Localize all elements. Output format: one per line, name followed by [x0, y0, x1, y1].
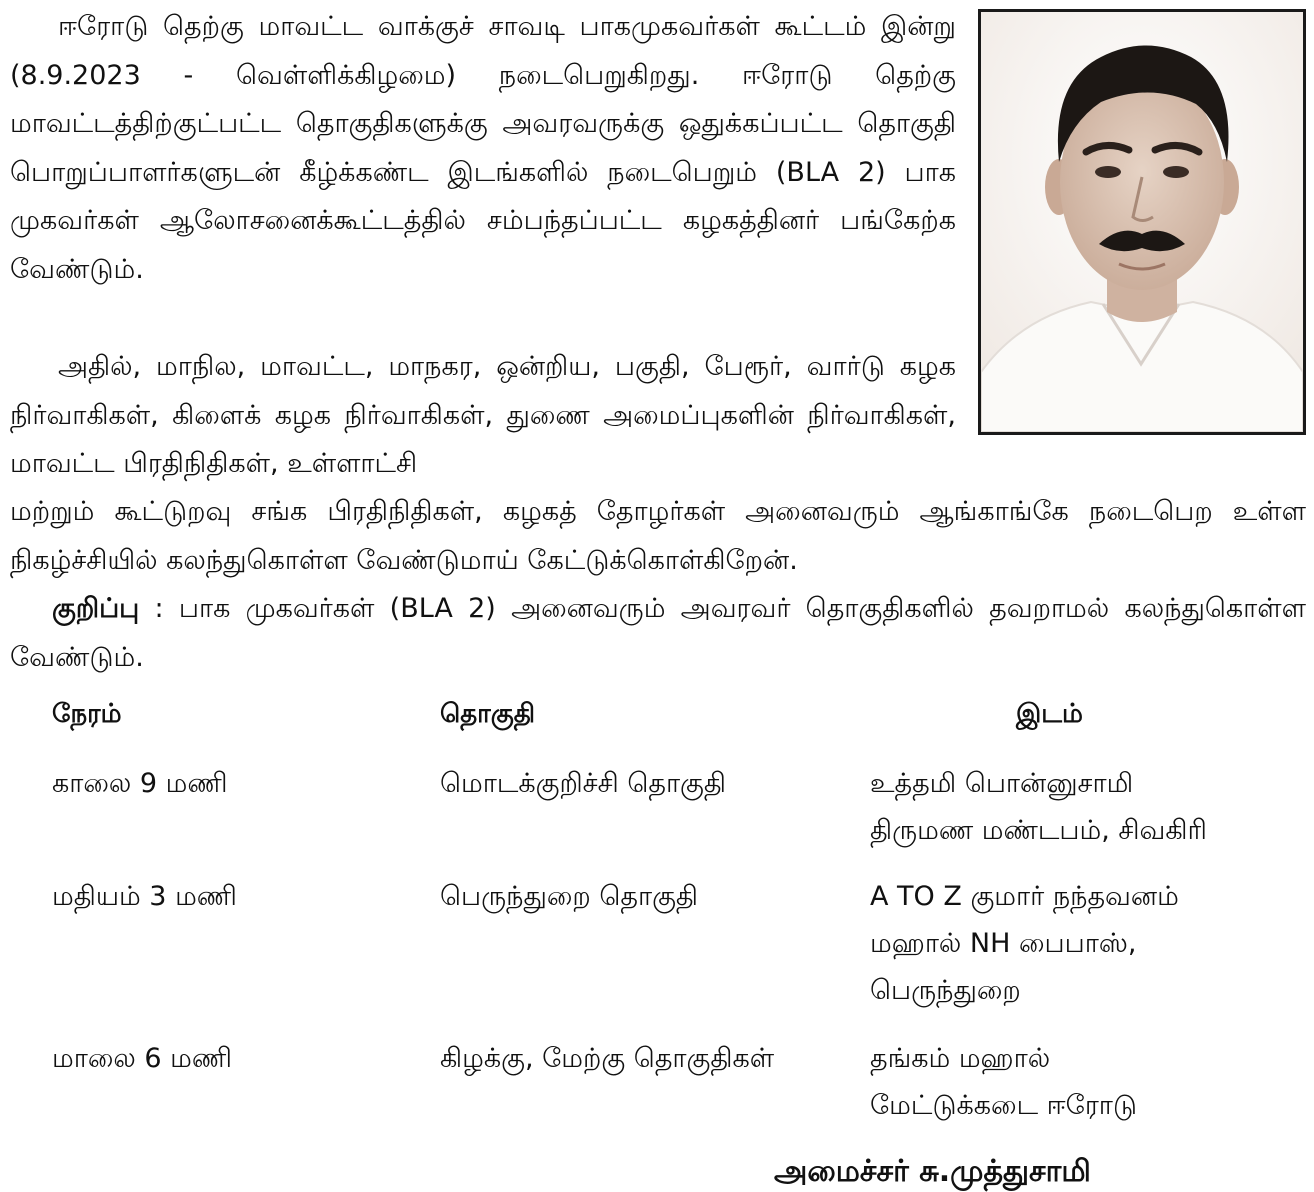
schedule-row-2-venue-line-3: பெருந்துறை	[870, 975, 1021, 1006]
schedule-row-2-venue-line-2: மஹால் NH பைபாஸ்,	[870, 928, 1137, 959]
schedule-header-venue: இடம்	[1016, 699, 1083, 729]
notice-paragraph-intro: ஈரோடு தெற்கு மாவட்ட வாக்குச் சாவடி பாகமுகவர்கள் கூட்டம் இன்று (8.9.2023 - வெள்ளிக்கிழமை) நடைபெறுகிறது. ஈரோடு தெற்கு மாவட்டத்திற்குட்பட்ட தொகுதிகளுக்கு அவரவருக்கு ஒதுக்கப்பட்ட தொகுதி பொறுப்பாளர்களுடன் கீழ்க்கண்ட இடங்களில் நடைபெறும் (BLA 2) பாக முகவர்கள் ஆலோசனைக்கூட்டத்தில் சம்பந்தப்பட்ட கழகத்தினர் பங்கேற்க வேண்டும்.	[10, 11, 956, 285]
schedule-row-1-time: காலை 9 மணி	[52, 768, 228, 799]
schedule-row-1-venue-line-2: திருமண மண்டபம், சிவகிரி	[870, 815, 1207, 846]
signature-name: அமைச்சர் சு.முத்துசாமி	[774, 1154, 1091, 1189]
schedule-row-3-venue-line-2: மேட்டுக்கடை ஈரோடு	[870, 1090, 1138, 1121]
schedule-row-3-constituency: கிழக்கு, மேற்கு தொகுதிகள்	[440, 1043, 775, 1074]
schedule-header-constituency: தொகுதி	[440, 699, 536, 729]
portrait-photo-icon	[981, 12, 1303, 432]
notice-paragraph-members-continued: மற்றும் கூட்டுறவு சங்க பிரதிநிதிகள், கழகத் தோழர்கள் அனைவரும் ஆங்காங்கே நடைபெற உள்ள நிகழ்ச்சியில் கலந்துகொள்ள வேண்டுமாய் கேட்டுக்கொள்கிறேன்.	[10, 496, 1306, 576]
schedule-row-1-venue	[870, 760, 1300, 854]
note-label: குறிப்பு	[52, 593, 140, 624]
schedule-row-1-venue-line-1: உத்தமி பொன்னுசாமி	[870, 768, 1134, 799]
notice-note	[10, 585, 1306, 682]
schedule-row-2-venue-line-1: A TO Z குமார் நந்தவனம்	[870, 881, 1179, 912]
schedule-row-1-constituency: மொடக்குறிச்சி தொகுதி	[440, 768, 727, 799]
schedule-header-time: நேரம்	[52, 699, 122, 729]
note-text: : பாக முகவர்கள் (BLA 2) அனைவரும் அவரவர் தொகுதிகளில் தவறாமல் கலந்துகொள்ள வேண்டும்.	[10, 593, 1306, 673]
schedule-row-3-venue-line-1: தங்கம் மஹால்	[870, 1043, 1051, 1074]
schedule-row-2-venue	[870, 873, 1300, 1014]
schedule-row-2-time: மதியம் 3 மணி	[52, 881, 237, 912]
portrait-photo	[978, 9, 1306, 435]
schedule-row-3-venue	[870, 1035, 1300, 1129]
notice-paragraph-members: அதில், மாநில, மாவட்ட, மாநகர, ஒன்றிய, பகுதி, பேரூர், வார்டு கழக நிர்வாகிகள், கிளைக் கழக நிர்வாகிகள், துணை அமைப்புகளின் நிர்வாகிகள், மாவட்ட பிரதிநிதிகள், உள்ளாட்சி	[10, 351, 956, 479]
schedule-row-2-constituency: பெருந்துறை தொகுதி	[440, 881, 699, 912]
schedule-row-3-time: மாலை 6 மணி	[52, 1043, 233, 1074]
